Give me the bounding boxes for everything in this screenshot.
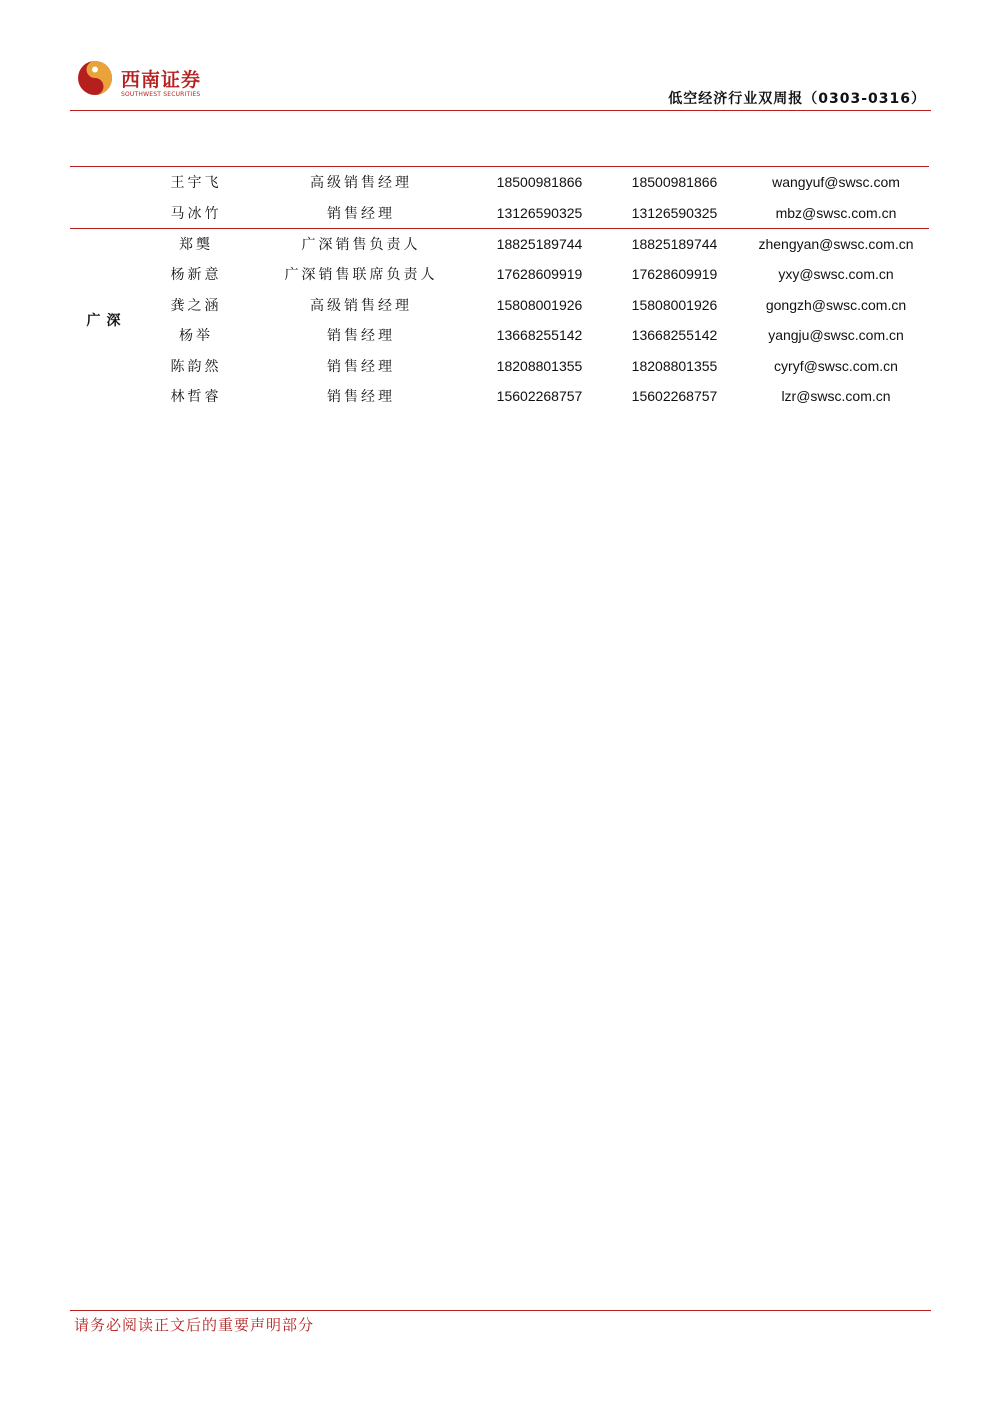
table-row [70, 228, 929, 259]
contact-phone: 15602268757 [496, 387, 583, 404]
footer-divider [70, 1310, 931, 1311]
contact-title: 广深销售联席负责人 [284, 267, 438, 284]
contact-title: 销售经理 [327, 205, 395, 222]
contact-phone: 18208801355 [496, 357, 583, 374]
contact-mobile: 18825189744 [606, 228, 743, 259]
header-divider [70, 110, 931, 111]
company-logo [77, 60, 277, 102]
contact-title: 广深销售负责人 [249, 228, 473, 259]
report-title: 低空经济行业双周报（0303-0316） [668, 91, 926, 107]
contact-mobile: 15602268757 [631, 387, 718, 404]
contact-mobile: 15808001926 [631, 296, 718, 313]
contact-title: 销售经理 [327, 358, 395, 375]
contact-phone: 13126590325 [496, 204, 583, 221]
footer-disclaimer: 请务必阅读正文后的重要声明部分 [74, 1316, 315, 1334]
logo-mark-icon [77, 60, 113, 96]
contact-email[interactable]: cyryf@swsc.com.cn [774, 357, 898, 374]
contact-mobile: 18208801355 [631, 357, 718, 374]
contact-name: 杨新意 [170, 267, 222, 284]
logo-chinese-text: 西南证券 [121, 69, 202, 91]
table-row [70, 167, 929, 198]
contact-name: 郑龑 [143, 228, 249, 259]
contact-name: 马冰竹 [170, 205, 222, 222]
table-row [70, 197, 929, 228]
contact-mobile: 18500981866 [631, 174, 718, 191]
contact-phone: 18500981866 [496, 174, 583, 191]
sales-contacts-table [70, 166, 929, 411]
region-cell: 广深 [70, 228, 143, 411]
contact-name: 龚之涵 [170, 297, 222, 314]
table-row [70, 259, 929, 289]
contact-mobile: 13668255142 [631, 327, 718, 344]
contact-name: 杨举 [179, 328, 213, 345]
contact-email[interactable]: gongzh@swsc.com.cn [765, 296, 907, 313]
table-row [70, 290, 929, 320]
contact-mobile: 17628609919 [631, 266, 718, 283]
contact-email[interactable]: yxy@swsc.com.cn [778, 266, 894, 283]
contact-name: 林哲睿 [170, 388, 222, 405]
contact-email[interactable]: yangju@swsc.com.cn [768, 327, 904, 344]
logo-english-text: SOUTHWEST SECURITIES [121, 91, 201, 98]
contact-name: 陈韵然 [170, 358, 222, 375]
contact-phone: 18825189744 [473, 228, 606, 259]
region-cell [70, 167, 143, 229]
contact-email[interactable]: mbz@swsc.com.cn [775, 204, 897, 221]
table-row [70, 381, 929, 411]
contact-title: 高级销售经理 [310, 175, 412, 192]
contact-phone: 15808001926 [496, 296, 583, 313]
contact-phone: 13668255142 [496, 327, 583, 344]
contact-title: 高级销售经理 [310, 297, 412, 314]
table-row [70, 320, 929, 350]
contact-title: 销售经理 [327, 388, 395, 405]
contact-email[interactable]: zhengyan@swsc.com.cn [743, 228, 929, 259]
contact-email[interactable]: lzr@swsc.com.cn [781, 387, 891, 404]
contact-phone: 17628609919 [496, 266, 583, 283]
contact-name: 王宇飞 [170, 175, 222, 192]
contact-email[interactable]: wangyuf@swsc.com [772, 174, 900, 191]
table-row [70, 350, 929, 380]
contact-mobile: 13126590325 [631, 204, 718, 221]
contact-title: 销售经理 [327, 328, 395, 345]
